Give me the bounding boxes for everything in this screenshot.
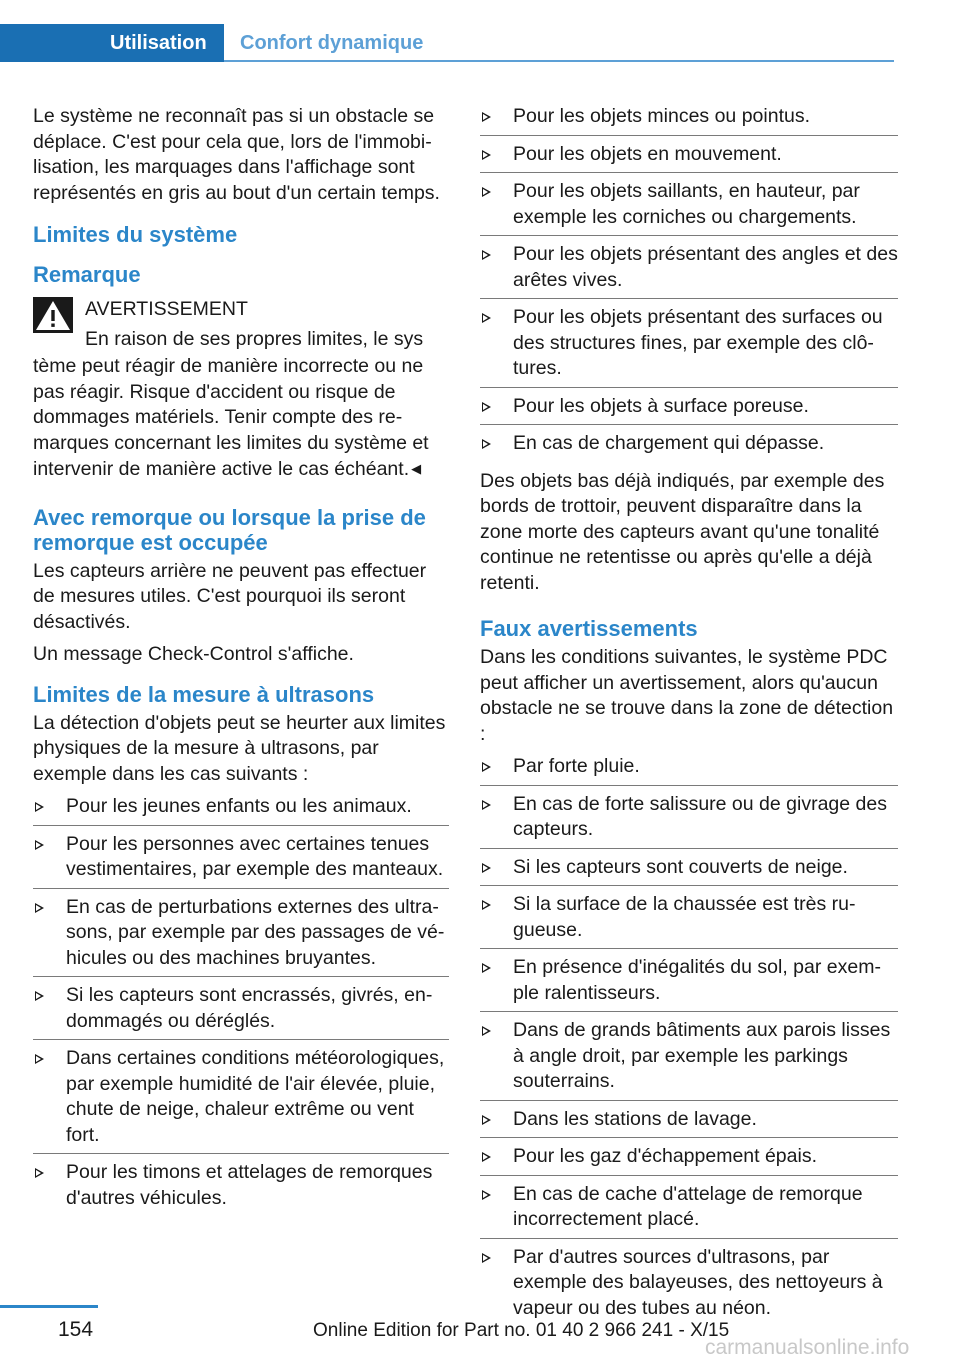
list-item xyxy=(480,394,898,426)
edition-label: Online Edition for Part no. 01 40 2 966 241 - X/15 xyxy=(313,1320,730,1341)
triangle-bullet-icon xyxy=(482,313,491,323)
heading-ultrasons: Limites de la mesure à ultrasons xyxy=(33,681,375,707)
list-item xyxy=(480,1107,898,1139)
left-column xyxy=(33,104,449,1223)
tab-utilisation[interactable]: Utilisation xyxy=(0,24,224,62)
list-item-text: Pour les timons et attelages de remorques d'autres véhicules. xyxy=(66,1161,433,1209)
list-item xyxy=(480,892,898,949)
footer-rule xyxy=(0,1305,98,1308)
warning-body xyxy=(33,354,449,483)
triangle-bullet-icon xyxy=(482,187,491,197)
triangle-bullet-icon xyxy=(35,991,44,1001)
triangle-bullet-icon xyxy=(482,1115,491,1125)
list-item xyxy=(480,1245,898,1327)
right-bullet-list-bottom xyxy=(480,754,898,1326)
list-item-text: Pour les objets minces ou pointus. xyxy=(513,105,810,127)
list-item xyxy=(480,305,898,388)
triangle-bullet-icon xyxy=(35,840,44,850)
page-header xyxy=(0,0,960,64)
heading-limites-systeme: Limites du système xyxy=(33,222,238,247)
triangle-bullet-icon xyxy=(35,802,44,812)
triangle-bullet-icon xyxy=(35,903,44,913)
list-item-text: Pour les personnes avec certaines tenues vestimentaires, par exemple des manteaux. xyxy=(66,832,444,880)
list-item xyxy=(33,983,449,1040)
heading-remarque: Remarque xyxy=(33,262,141,287)
list-item-text: Pour les objets à surface poreuse. xyxy=(513,394,809,417)
list-item xyxy=(33,1046,449,1154)
list-item xyxy=(480,431,898,462)
watermark: carmanualsonline.info xyxy=(705,1336,910,1359)
list-item xyxy=(480,1144,898,1176)
triangle-bullet-icon xyxy=(35,1054,44,1064)
list-item xyxy=(480,104,898,136)
list-item-text: Dans de grands bâtiments aux parois lisses à angle droit, par exemple les parkings souterrains. xyxy=(513,1019,891,1092)
list-item-text: Pour les objets présentant des angles et des arêtes vives. xyxy=(513,243,898,291)
remorque-paragraph: Les capteurs arrière ne peuvent pas effectuer de mesures utiles. C'est pourquoi ils seront désactivés. xyxy=(33,559,427,633)
list-item-text: Si la surface de la chaussée est très rugueuse. xyxy=(513,893,856,941)
list-item-text: Pour les objets en mouvement. xyxy=(513,142,782,165)
warning-block xyxy=(33,297,449,352)
triangle-bullet-icon xyxy=(482,1152,491,1162)
warning-title: AVERTISSEMENT xyxy=(85,298,248,320)
list-item-text: En cas de forte salissure ou de givrage des capteurs. xyxy=(513,792,887,840)
right-column xyxy=(480,104,898,1333)
end-mark-icon: ◀ xyxy=(411,461,422,476)
header-divider xyxy=(224,60,894,62)
list-item-text: En cas de cache d'attelage de remorque incorrectement placé. xyxy=(513,1182,863,1230)
page-number: 154 xyxy=(58,1318,94,1341)
list-item xyxy=(480,855,898,887)
list-item-text: En cas de perturbations externes des ultrasons, par exemple par des passages de véhicules ou des machines bruyantes. xyxy=(66,895,445,969)
triangle-bullet-icon xyxy=(482,112,491,122)
list-item-text: Dans les stations de lavage. xyxy=(513,1107,757,1130)
triangle-bullet-icon xyxy=(482,800,491,810)
list-item-text: En cas de chargement qui dépasse. xyxy=(513,432,825,454)
list-item-text: Pour les objets présentant des surfaces ou des structures fines, par exemple des clôtures. xyxy=(513,306,883,379)
list-item-text: Pour les gaz d'échappement épais. xyxy=(513,1145,818,1167)
ultrasons-intro: La détection d'objets peut se heurter aux limites physiques de la mesure à ultrasons, par exemple dans les cas suivants : xyxy=(33,711,446,785)
list-item xyxy=(480,792,898,849)
list-item-text: Dans certaines conditions météorologiques, par exemple humidité de l'air élevée, pluie, chute de neige, chaleur extrême ou vent fort. xyxy=(66,1047,445,1146)
triangle-bullet-icon xyxy=(482,150,491,160)
triangle-bullet-icon xyxy=(482,439,491,449)
list-item-text: Si les capteurs sont encrassés, givrés, endommagés ou déréglés. xyxy=(66,984,433,1032)
objets-bas-paragraph: Des objets bas déjà indiqués, par exemple des bords de trottoir, peuvent disparaître dans la zone morte des capteurs avant qu'une tonalité continue ne retentisse ou après qu'elle a déjà retenti. xyxy=(480,469,885,594)
list-item xyxy=(33,832,449,889)
list-item xyxy=(480,179,898,236)
right-bullet-list-top xyxy=(480,104,898,462)
triangle-bullet-icon xyxy=(482,762,491,772)
triangle-bullet-icon xyxy=(482,402,491,412)
left-bullet-list xyxy=(33,794,449,1216)
warning-body-first-line: En raison de ses propres limites, le sys xyxy=(85,327,424,350)
check-control-paragraph: Un message Check-Control s'affiche. xyxy=(33,643,354,665)
list-item xyxy=(480,142,898,174)
heading-faux-avertissements: Faux avertissements xyxy=(480,616,698,641)
list-item xyxy=(480,242,898,299)
triangle-bullet-icon xyxy=(482,963,491,973)
list-item xyxy=(33,794,449,826)
list-item-text: Par forte pluie. xyxy=(513,755,640,777)
list-item xyxy=(480,1182,898,1239)
intro-paragraph: Le système ne reconnaît pas si un obstacle se déplace. C'est pour cela que, lors de l'immobilisation, les marquages dans l'affichage sont représentés en gris au bout d'un certain temps. xyxy=(33,105,440,204)
heading-remorque: Avec remorque ou lorsque la prise de remorque est occupée xyxy=(33,504,426,555)
list-item-text: Pour les jeunes enfants ou les animaux. xyxy=(66,795,412,817)
list-item-text: En présence d'inégalités du sol, par exemple ralentisseurs. xyxy=(513,956,881,1004)
list-item xyxy=(33,895,449,978)
list-item-text: Par d'autres sources d'ultrasons, par exemple des balayeuses, des nettoyeurs à vapeur ou des tubes au néon. xyxy=(513,1245,883,1319)
triangle-bullet-icon xyxy=(482,1190,491,1200)
triangle-bullet-icon xyxy=(482,1026,491,1036)
triangle-bullet-icon xyxy=(35,1168,44,1178)
list-item xyxy=(480,1018,898,1101)
triangle-bullet-icon xyxy=(482,900,491,910)
list-item xyxy=(33,1160,449,1216)
list-item xyxy=(480,754,898,786)
list-item-text: Si les capteurs sont couverts de neige. xyxy=(513,855,848,878)
faux-intro-paragraph: Dans les conditions suivantes, le système PDC peut afficher un avertissement, alors qu'aucun obstacle ne se trouve dans la zone de détection : xyxy=(480,646,894,745)
tab-confort-dynamique[interactable]: Confort dynamique xyxy=(240,32,424,54)
warning-triangle-icon xyxy=(33,297,73,333)
triangle-bullet-icon xyxy=(482,863,491,873)
list-item-text: Pour les objets saillants, en hauteur, par exemple les corniches ou chargements. xyxy=(513,180,860,228)
list-item xyxy=(480,955,898,1012)
warning-body-text: tème peut réagir de manière incorrecte ou ne pas réagir. Risque d'accident ou risque de dommages matériels. Tenir compte des remarques concernant les limites du système et intervenir de manière active le cas échéant. xyxy=(33,355,429,480)
triangle-bullet-icon xyxy=(482,250,491,260)
triangle-bullet-icon xyxy=(482,1253,491,1263)
